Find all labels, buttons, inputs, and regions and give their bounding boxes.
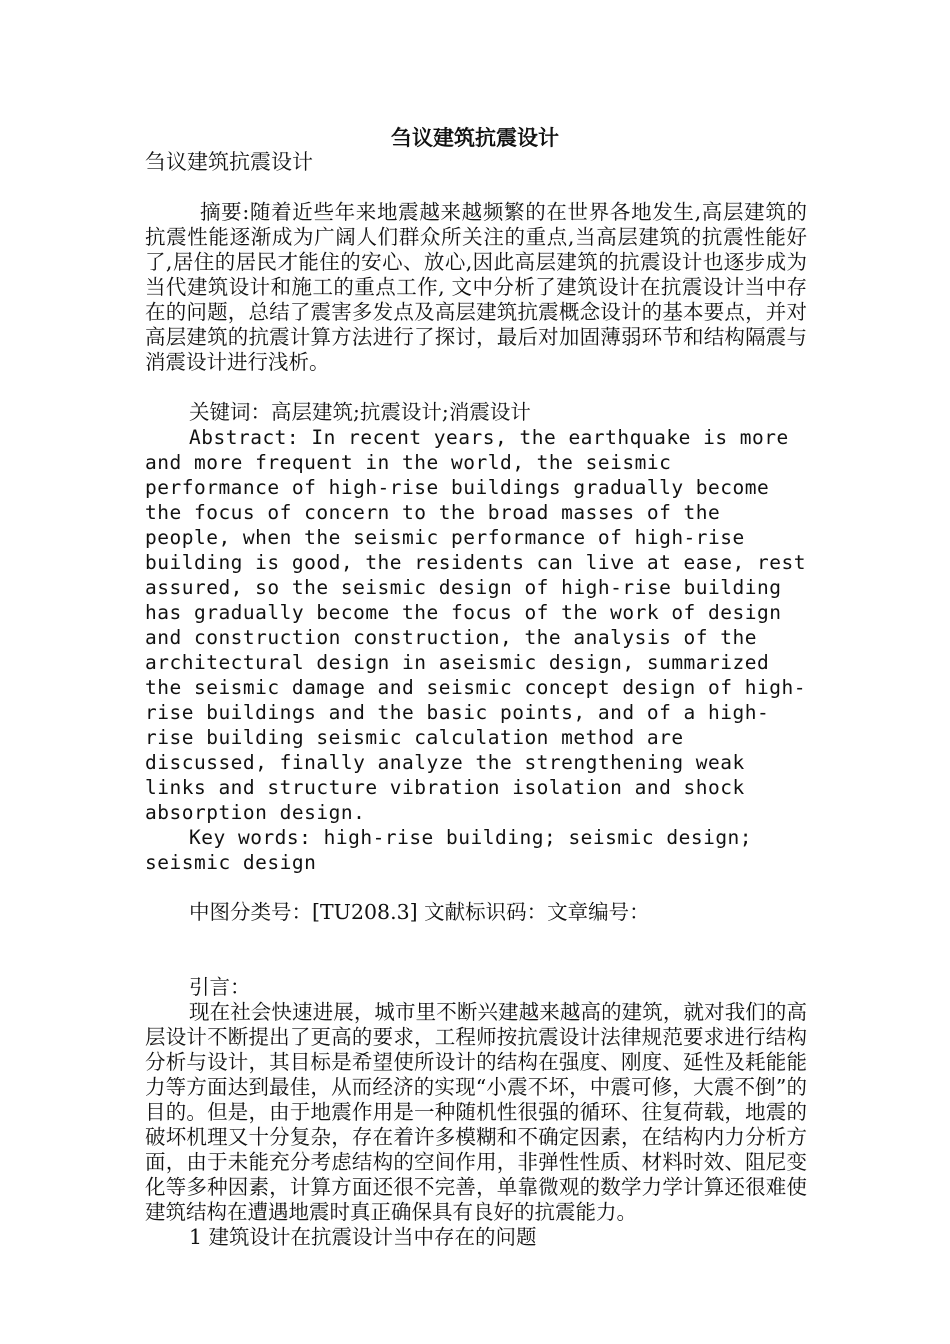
spacer — [145, 875, 807, 900]
spacer — [145, 925, 807, 975]
spacer — [145, 175, 807, 200]
spacer — [145, 375, 807, 400]
document-subtitle: 刍议建筑抗震设计 — [145, 150, 313, 174]
section-heading-1: 1 建筑设计在抗震设计当中存在的问题 — [189, 1225, 537, 1249]
classification-line: 中图分类号：[TU208.3] 文献标识码：文章编号： — [189, 900, 650, 924]
intro-heading: 引言： — [189, 975, 251, 999]
abstract-en: Abstract: In recent years, the earthquake is more and more frequent in the world, the seismic performance of high-rise buildings gradually become the focus of concern to the broad masses of the people, when the seismic performance of high-rise building is good, the residents can live at ease, rest assured, so the seismic design of high-rise building has gradually become the focus of the work of design and construction construction, the analysis of the architectural design in aseismic design, summarized the seismic damage and seismic concept design of high-rise buildings and the basic points, and of a high-rise building seismic calculation method are discussed, finally analyze the strengthening weak links and structure vibration isolation and shock absorption design. — [145, 426, 806, 824]
document-title: 刍议建筑抗震设计 — [391, 126, 559, 150]
keywords-en: Key words: high-rise building; seismic design; seismic design — [145, 826, 753, 874]
intro-paragraph: 现在社会快速进展，城市里不断兴建越来越高的建筑，就对我们的高层设计不断提出了更高的要求，工程师按抗震设计法律规范要求进行结构分析与设计，其目标是希望使所设计的结构在强度、刚度、延性及耗能能力等方面达到最佳，从而经济的实现“小震不坏，中震可修，大震不倒”的目的。但是，由于地震作用是一种随机性很强的循环、往复荷载，地震的破坏机理又十分复杂，存在着许多模糊和不确定因素，在结构内力分析方面，由于未能充分考虑结构的空间作用，非弹性性质、材料时效、阻尼变化等多种因素，计算方面还很不完善，单靠微观的数学力学计算还很难使建筑结构在遭遇地震时真正确保具有良好的抗震能力。 — [145, 1000, 807, 1224]
document-body — [145, 149, 807, 1250]
abstract-zh: 摘要:随着近些年来地震越来越频繁的在世界各地发生,高层建筑的抗震性能逐渐成为广阔人们群众所关注的重点,当高层建筑的抗震性能好了,居住的居民才能住的安心、放心,因此高层建筑的抗震设计也逐步成为当代建筑设计和施工的重点工作, 文中分析了建筑设计在抗震设计当中存在的问题，总结了震害多发点及高层建筑抗震概念设计的基本要点，并对高层建筑的抗震计算方法进行了探讨，最后对加固薄弱环节和结构隔震与消震设计进行浅析。 — [145, 200, 807, 374]
keywords-zh: 关键词：高层建筑;抗震设计;消震设计 — [189, 400, 531, 424]
